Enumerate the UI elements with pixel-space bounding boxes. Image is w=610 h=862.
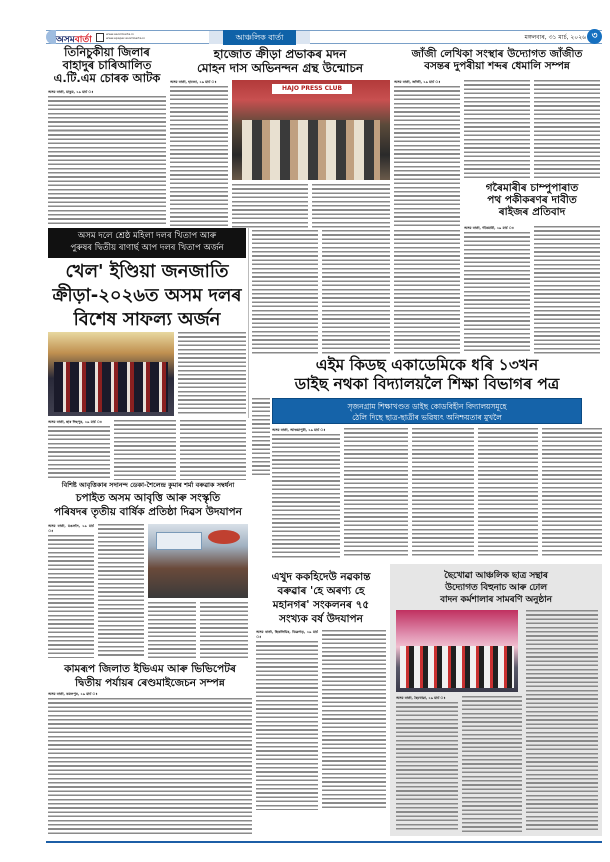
aim-kids-subhead — [272, 398, 582, 424]
abritti-body — [48, 524, 94, 658]
dateline: অসম বাৰ্তা, ছৈখোৱা, ২৯ মাৰ্চ ঃ — [396, 696, 446, 700]
abritti-body-cont — [148, 602, 196, 658]
champupara-body-cont — [534, 226, 600, 354]
jagiroad-headline — [394, 48, 600, 72]
kamrup-evm-headline — [48, 662, 252, 690]
hajo-body-cont — [232, 184, 308, 228]
article-text-lines — [48, 698, 252, 836]
qr-code-icon — [96, 33, 104, 42]
headline-line: চপাইত অসম আবৃত্তি আৰু সংস্কৃতি — [75, 492, 221, 504]
khelo-india-body — [48, 420, 110, 480]
abritti-body-cont — [200, 602, 248, 658]
he-aranya-body-cont — [322, 630, 386, 810]
khelo-india-body-cont — [180, 420, 246, 480]
chhaygaon-headline — [394, 570, 598, 606]
headline-line: বৰুৱাৰ 'হে অৰণ্য হে — [277, 585, 365, 597]
hajo-body — [170, 80, 228, 228]
page-number-badge: ৩ — [587, 29, 602, 44]
headline-line: ডাইছ নথকা বিদ্যালয়লৈ শিক্ষা বিভাগৰ পত্ৰ — [294, 375, 560, 393]
masthead-bar — [46, 30, 602, 44]
headline-line: কামৰূপ জিলাত ইভিএম আৰু ভিভিপেটৰ — [64, 663, 236, 675]
kamrup-evm-body — [48, 692, 252, 838]
headline-line: বাদন কৰ্মশালাৰ সামৰণি অনুষ্ঠান — [440, 595, 552, 605]
khelo-india-body-right — [322, 230, 390, 354]
headline-line: পৰিষদৰ তৃতীয় বাৰ্ষিক প্ৰতিষ্ঠা দিৱস উদযাপন — [54, 506, 242, 518]
photo-people — [242, 120, 380, 180]
abritti-kicker: বিশিষ্ট আবৃত্তিকাৰ সদানন্দ ডেকা-শৈলেন্দ্ৰ কুমাৰ শৰ্মা বৰুৱাক সম্বৰ্ধনা — [61, 481, 235, 489]
article-text-lines — [170, 86, 228, 226]
photo-people — [54, 362, 168, 412]
article-text-lines — [272, 434, 340, 558]
aim-kids-body-cont — [478, 428, 538, 558]
headline-line: এইম কিডছ একাডেমিকে ধৰি ১৩খন — [315, 356, 539, 374]
article-text-lines — [396, 702, 458, 830]
issue-date: মঙ্গলবাৰ, ৩১ মাৰ্চ, ২০২৬ — [524, 34, 586, 41]
hajo-body-cont — [312, 184, 390, 228]
dateline: অসম বাৰ্তা, মাকুম, ২৯ মাৰ্চ ঃ — [48, 90, 94, 94]
article-text-lines — [394, 86, 460, 226]
khelo-india-headline — [48, 260, 246, 332]
chhaygaon-body-cont — [526, 610, 598, 832]
he-aranya-headline — [256, 570, 386, 626]
logo-main-text: অসম — [56, 35, 75, 45]
abritti-body-cont — [98, 524, 144, 656]
hajo-headline — [170, 48, 390, 76]
page-bottom-rule — [46, 841, 602, 843]
headline-line: তিনিচুকীয়া জিলাৰ — [64, 45, 150, 59]
article-text-lines — [48, 426, 110, 478]
headline-line: জাঁজী লেখিকা সংস্থাৰ উদ্যোগত জাঁজীত — [411, 48, 583, 60]
subhead-line: সৃজনগ্ৰাম শিক্ষাখণ্ডত ডাইছ কোডবিহীন বিদ্যালয়সমূহে — [347, 402, 507, 411]
headline-line: মহানগৰ' সংকলনৰ ৭৫ — [272, 599, 370, 611]
headline-line: বাহাদুৰ চাৰিআলিত — [62, 58, 152, 73]
section-label: আঞ্চলিক বাৰ্তা — [223, 30, 296, 45]
he-aranya-body — [256, 630, 318, 810]
tinsukia-headline — [48, 46, 166, 86]
dateline: অসম বাৰ্তা, হাজো, ২৯ মাৰ্চ ঃ — [170, 80, 217, 84]
tinsukia-body-cont — [48, 130, 166, 226]
headline-line: এ.টি.এম চোৰক আটক — [53, 71, 161, 86]
logo-accent-text: বাৰ্তা — [74, 35, 92, 45]
abritti-event-photo — [148, 524, 248, 598]
chhaygaon-body — [396, 696, 458, 832]
dateline: অসম বাৰ্তা, আভয়াপুৰী, ২৯ মাৰ্চ ঃ — [272, 428, 326, 432]
khelo-india-body-right — [252, 230, 318, 354]
jagiroad-body-cont — [394, 230, 460, 354]
dateline: অসম বাৰ্তা, ছাৰ দিছপুৰ, ২৯ মাৰ্চ ঃ — [48, 420, 102, 424]
abritti-headline — [48, 491, 248, 519]
headline-line: উদ্যোগত বিহুনাচ আৰু ঢোল — [445, 583, 547, 593]
section-tab-deco-right — [296, 31, 310, 44]
subhead-line: ঠেলি দিছে ছাত্ৰ-ছাত্ৰীৰ ভৱিষ্যৎ অনিশ্চয়তাৰ মুখলৈ — [352, 413, 502, 422]
article-text-lines — [464, 232, 530, 352]
website-url: www.asombarta.in — [106, 32, 134, 36]
khelo-india-team-photo — [48, 332, 174, 416]
tinsukia-body — [48, 90, 166, 130]
dateline: অসম বাৰ্তা, মঙলদৈ, ২৯ মাৰ্চ ঃ — [48, 524, 94, 533]
headline-line: এখুদ ককহিদেউ নৱকান্ত — [271, 571, 371, 583]
photo-people — [400, 646, 514, 688]
aim-kids-body-left — [252, 398, 270, 478]
chhaygaon-body-cont — [462, 696, 522, 832]
photo-banner — [156, 532, 202, 550]
aim-kids-body — [272, 428, 340, 558]
headline-line: ৰাইজৰ প্ৰতিবাদ — [498, 206, 566, 219]
aim-kids-body-cont — [344, 428, 408, 558]
article-text-lines — [256, 641, 318, 810]
logo-contact — [106, 32, 145, 40]
khelo-india-kicker — [48, 228, 246, 258]
headline-line: দ্বিতীয় পৰ্যায়ৰ ৰেণ্ডমাইজেচন সম্পন্ন — [75, 677, 225, 689]
article-text-lines — [48, 96, 166, 130]
headline-line: বিশেষ সাফল্য অৰ্জন — [73, 309, 221, 330]
dateline: অসম বাৰ্তা, কমলপুৰ, ২৯ মাৰ্চ ঃ — [48, 692, 98, 696]
headline-line: পথ পকীকৰণৰ দাবীত — [487, 194, 577, 207]
jagiroad-body — [394, 80, 460, 228]
champupara-body — [464, 226, 530, 354]
epaper-url: www.epaper.asombarta.in — [106, 36, 146, 40]
headline-line: ছৈখোৱা আঞ্চলিক ছাত্ৰ সন্থাৰ — [444, 571, 548, 581]
newspaper-page — [46, 30, 602, 840]
photo-jaapi-hat — [208, 530, 240, 544]
khelo-india-body-side — [178, 332, 246, 416]
khelo-india-body-cont — [114, 420, 176, 480]
headline-line: খেল' ইণ্ডিয়া জনজাতি — [65, 261, 229, 282]
aim-kids-body-cont — [542, 428, 602, 558]
headline-line: সংখ্যক বৰ্ষ উদযাপন — [279, 613, 363, 625]
hajo-event-photo — [232, 80, 390, 180]
article-text-lines — [252, 398, 270, 478]
section-tab-deco-left — [209, 31, 223, 44]
article-text-lines — [48, 535, 94, 658]
masthead-left-cap — [46, 30, 56, 44]
aim-kids-body-cont — [412, 428, 474, 558]
headline-line: বসন্তৰ দুপৰীয়া শব্দৰ ধেমালি সম্পন্ন — [424, 60, 570, 73]
champupara-headline — [464, 182, 600, 218]
dateline: অসম বাৰ্তা, ছিকলিমিৰ, ডিব্ৰুগড়, ২৯ মাৰ্চ ঃ — [256, 630, 318, 639]
headline-line: হাজোত ক্ৰীড়া প্ৰভাকৰ মদন — [213, 47, 347, 61]
aim-kids-headline — [252, 356, 602, 394]
jagiroad-body-cont — [464, 80, 530, 180]
kicker-line: পুৰুষৰ দ্বিতীয় ৰাণাৰ্ছ আপ দলৰ খিতাপ অৰ্জন — [70, 243, 224, 253]
dateline: অসম বাৰ্তা, জাঁজী, ২৯ মাৰ্চ ঃ — [394, 80, 441, 84]
kicker-line: অসম দলে শ্ৰেষ্ঠ মহিলা দলৰ খিতাপ আৰু — [77, 231, 217, 241]
headline-line: মোহন দাস অভিনন্দন গ্ৰন্থ উন্মোচন — [196, 60, 364, 75]
headline-line: গৰৈমাৰীৰ চাম্পুপাৰাত — [485, 182, 579, 194]
photo-banner-text: HAJO PRESS CLUB — [272, 84, 352, 94]
dateline: অসম বাৰ্তা, গৰৈমাৰী, ২৯ মাৰ্চ ঃ — [464, 226, 514, 230]
column-rule — [248, 228, 249, 418]
chhaygaon-event-photo — [396, 610, 518, 692]
headline-line: ক্ৰীড়া-২০২৬ত অসম দলৰ — [52, 285, 242, 306]
jagiroad-body-cont — [534, 80, 600, 180]
